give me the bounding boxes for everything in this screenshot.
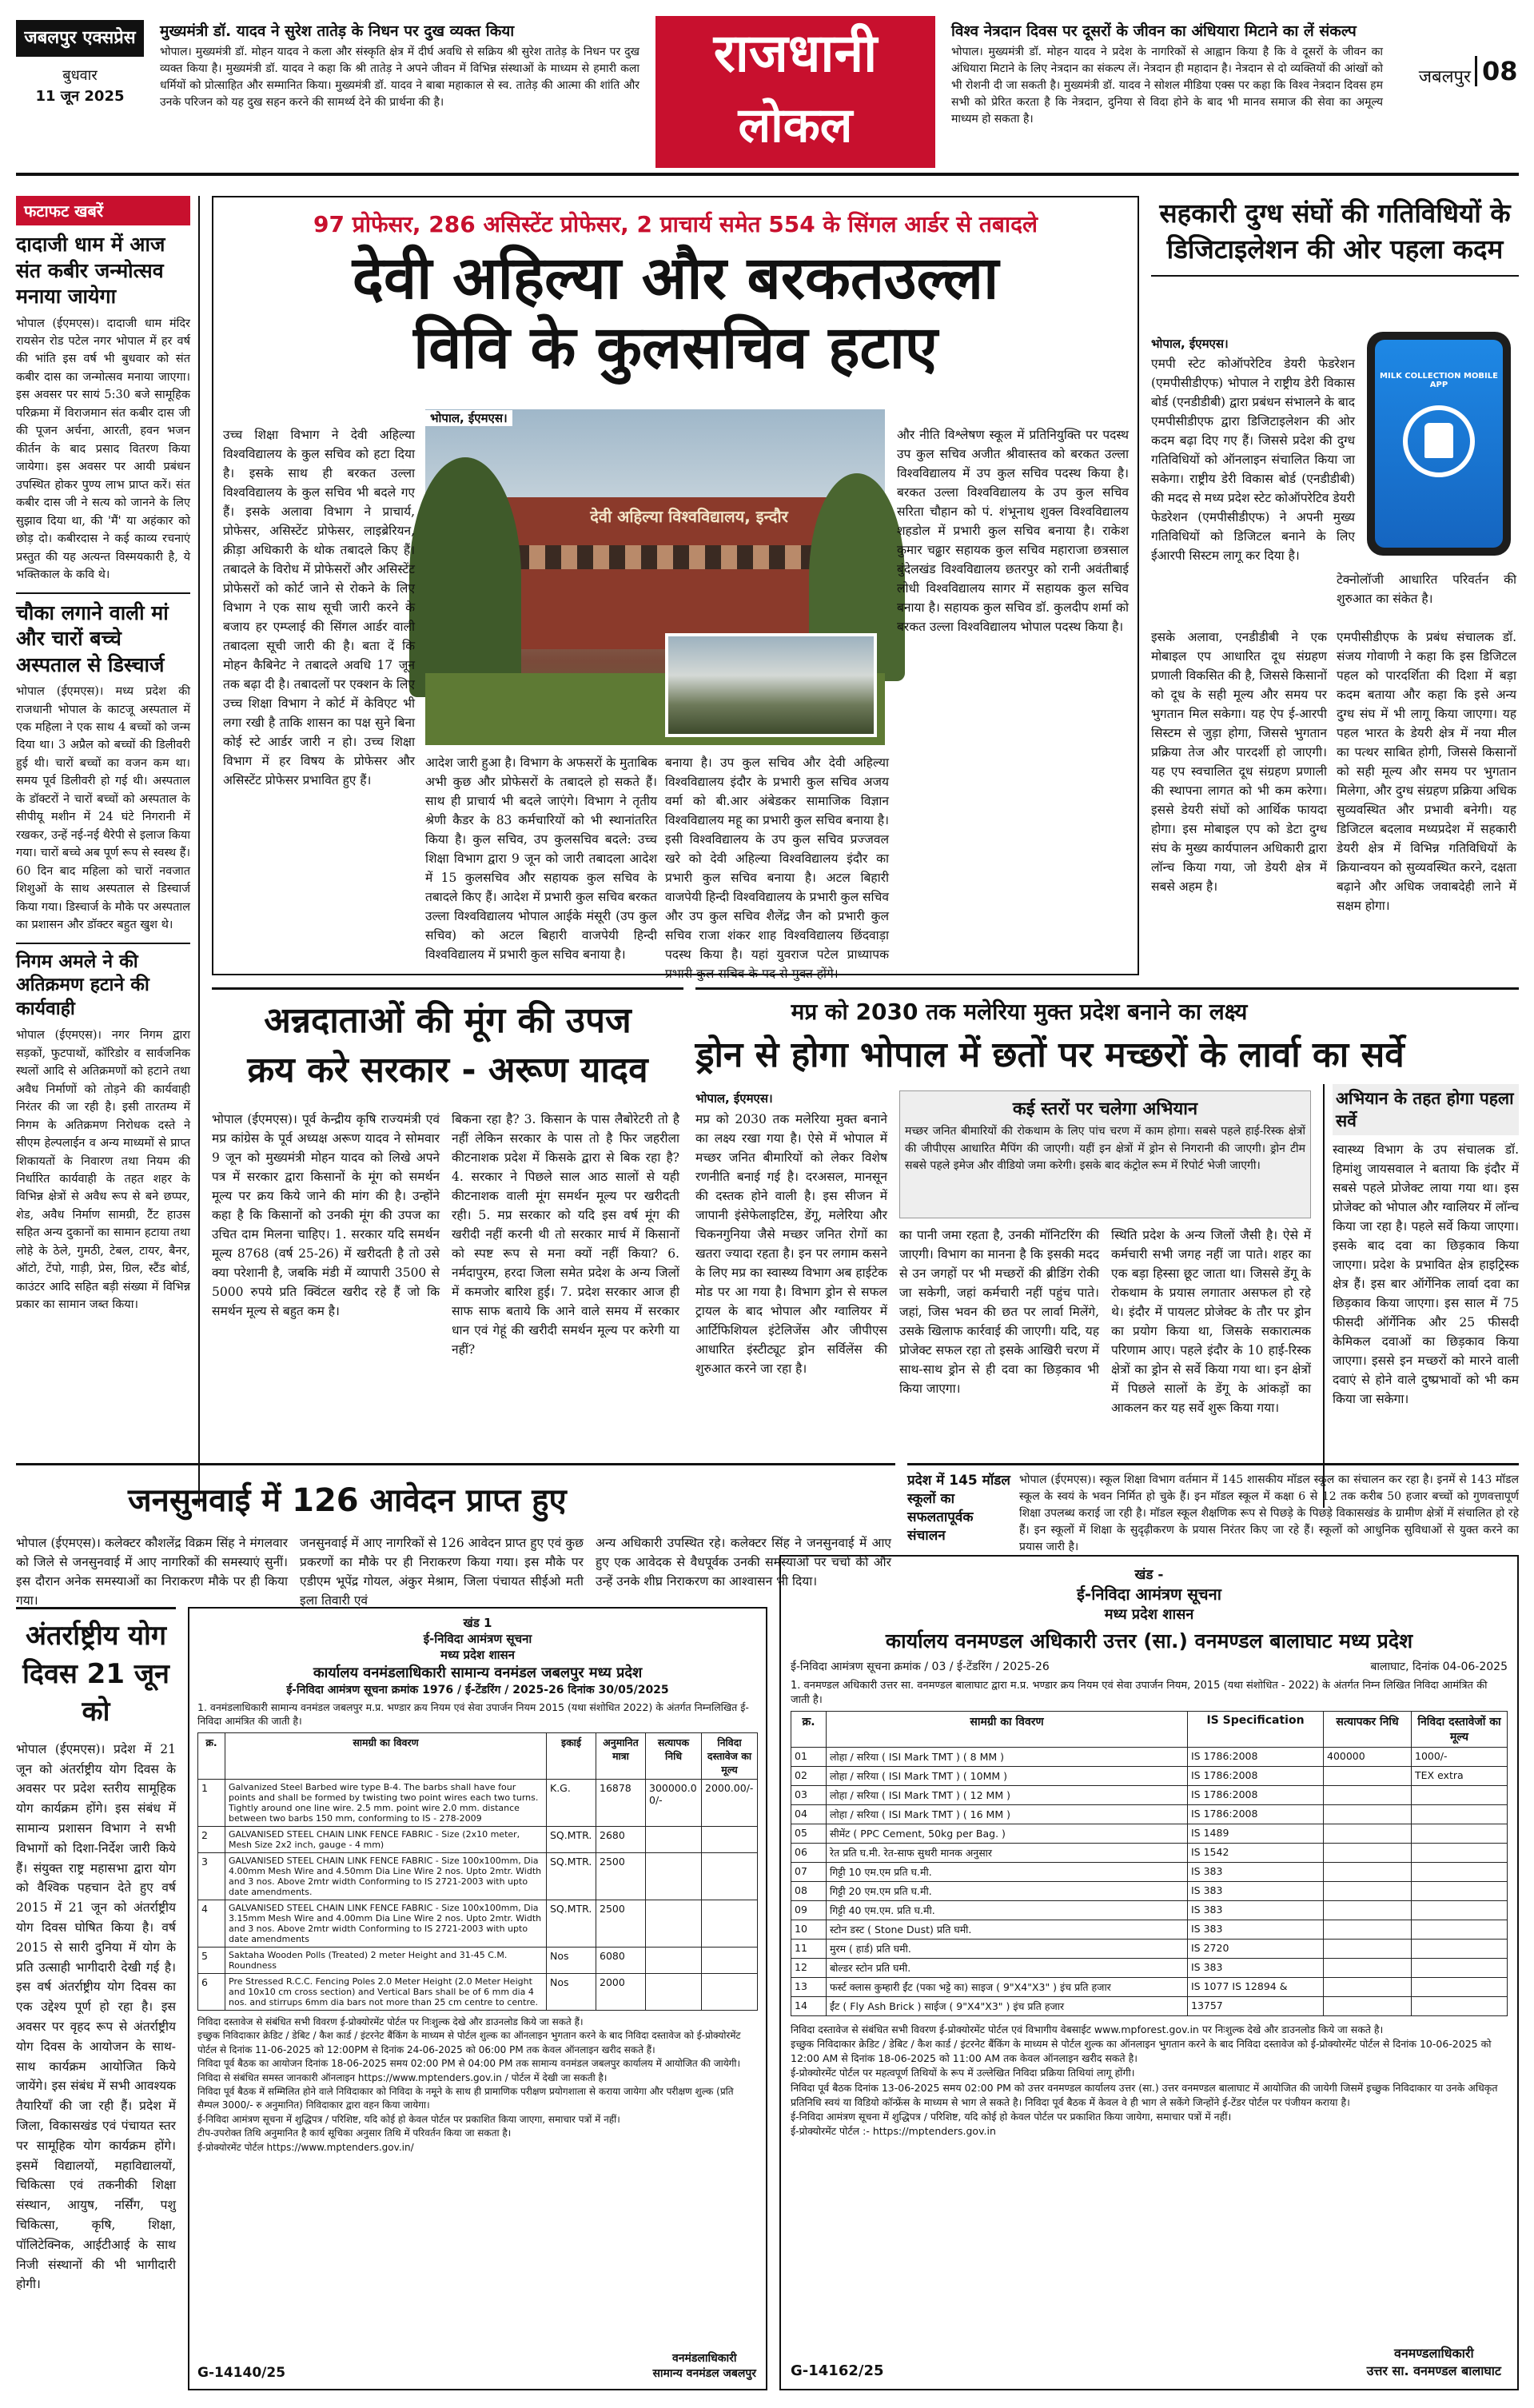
table-cell: 6 — [198, 1974, 225, 2011]
table-cell — [1412, 1882, 1508, 1901]
jansunwai-story — [16, 1463, 895, 1609]
tender2-note: निविदा पूर्व बैठक दिनांक 13-06-2025 समय 02:00 PM को उत्तर वनमण्डल कार्यालय उत्तर (सा.) उत्तर वनमण्डल बालाघाट में आयोजित की जायेगी जिसमें इच्छुक निविदाकार या उनके अधिकृत प्रतिनिधि स्वयं या विडियो कॉन्फ्रेंस के माध्यम से भाग ले सकते है। निविदा पूर्व बैठक में केवल वे ही भाग ले सकेंगे जिन्होंने ई-टेंडर पोर्टल पर पंजीयन कराया है। — [791, 2081, 1498, 2108]
masthead-right-title: विश्व नेत्रदान दिवस पर दूसरों के जीवन का अंधियारा मिटाने का लें संकल्प — [951, 22, 1357, 40]
table-cell: 13 — [791, 1978, 827, 1997]
table-cell — [702, 1853, 758, 1900]
campus-inset-photo — [665, 633, 877, 737]
table-cell: Saktaha Wooden Polls (Treated) 2 meter Height and 31-45 C.M. Roundness — [225, 1948, 547, 1974]
table-cell: 5 — [198, 1948, 225, 1974]
table-cell — [1324, 1978, 1412, 1997]
table-header-cell: सत्यापकर निधि — [1324, 1712, 1412, 1748]
fatafat-item-body: भोपाल (ईएमएस)। नगर निगम द्वारा सड़कों, फुटपाथों, कॉरिडोर व सार्वजनिक स्थलों आदि से अतिक्रमणों को हटाने तथा अवैध निर्माणों को तोड़ने की कार्यवाही निरंतर की जा रही है। इसी तारतम्य में निगम के अतिक्रमण निरोधक दस्ते ने सीएम हेल्पलाईन व अन्य माध्यमों से प्राप्त शिकायतों के निवारण तथा नियम की निर्धारित कार्यवाही के तहत शहर के विभिन्न क्षेत्रों से अवैध रूप से बने छप्पर, शेड, अवैध निर्माण सामग्री, टैंट हाउस सहित अन्य दुकानों का सामान हटाया तथा लोहे के ठेले, गुमठी, टेबल, टायर, बैनर, ऑटो, टेंपो, गाड़ी, प्रेस, ग्रिल, स्टैंड बोर्ड, काउंटर आदि सहित बड़ी संख्या में विभिन्न प्रकार का सामान जब्त किया। — [16, 1029, 190, 1312]
malaria-box-title: कई स्तरों पर चलेगा अभियान — [1012, 1099, 1198, 1119]
tender1-govt: मध्य प्रदेश शासन — [440, 1648, 515, 1662]
table-cell: 11 — [791, 1940, 827, 1959]
table-cell: IS 1542 — [1188, 1844, 1324, 1863]
lead-kicker: 97 प्रोफेसर, 286 असिस्टेंट प्रोफेसर, 2 प्राचार्य समेत 554 के सिंगल आर्डर से तबादले — [313, 211, 1038, 237]
milk-can-icon — [1403, 405, 1475, 477]
table-cell: 01 — [791, 1748, 827, 1767]
dairy-body-top: एमपी स्टेट कोऑपरेटिव डेयरी फेडरेशन (एमपीसीडीएफ) भोपाल ने राष्ट्रीय डेरी विकास बोर्ड (एनडीडीबी) द्वारा प्रबंधन संभालने के बाद एमपीसीडीएफ द्वारा डिजिटाइलेशन की ओर कदम बढ़ा दिए गए हैं। जिससे प्रदेश की दुग्ध गतिविधियों को ऑनलाइन संचालित किया जा सकेगा। राष्ट्रीय डेरी विकास बोर्ड (एनडीडीबी) की मदद से मध्य प्रदेश स्टेट कोऑपरेटिव डेयरी फेडरेशन (एमपीसीडीएफ) ने अपनी मुख्य गतिविधियों को डिजिटल बनाने के लिए ईआरपी सिस्टम लागू कर दिया है। — [1151, 357, 1355, 564]
section-title-line2: लोकल — [738, 98, 853, 153]
section-title-line1: राजधानी — [713, 22, 878, 84]
table-row — [198, 1780, 758, 1827]
table-cell — [646, 1853, 702, 1900]
mobile-phone — [1367, 332, 1511, 556]
table-row — [791, 1748, 1508, 1767]
table-row — [198, 1974, 758, 2011]
table-cell — [1412, 1940, 1508, 1959]
table-cell: लोहा / सरिया ( ISI Mark TMT ) ( 10MM ) — [827, 1767, 1188, 1786]
fatafat-item — [16, 943, 190, 1314]
table-header-cell: सामग्री का विवरण — [827, 1712, 1188, 1748]
table-cell — [1324, 1767, 1412, 1786]
table-cell — [1324, 1997, 1412, 2016]
table-row — [791, 1882, 1508, 1901]
tender1-note: टीप-उपरोक्त तिथि अनुमानित है कार्य सूचिका अनुसार तिथि में परिवर्तन किया जा सकता है। — [197, 2127, 512, 2139]
table-cell: Nos — [547, 1974, 596, 2011]
table-cell: गिट्टी 10 एम.एम प्रति घ.मी. — [827, 1863, 1188, 1882]
table-cell — [702, 1948, 758, 1974]
table-row — [791, 1805, 1508, 1824]
yoga-story — [16, 1607, 176, 2390]
moong-column-2: बिकना रहा है? 3. किसान के पास लैबोरेटरी तो है नहीं लेकिन सरकार के पास तो है फिर जहरीला कीटनाशक प्रदेश में किसके द्वारा से बिक रहा है? 4. सरकार ने पिछले साल आठ सालों से यही कीटनाशक वाली मूंग समर्थन मूल्य पर खरीदती रही। 5. मप्र सरकार को यदि इस वर्ष मूंग की खरीदी नहीं करनी थी तो सरकार मार्च में किसानों को स्पष्ट रूप से मना क्यों नहीं किया? 6. नर्मदापुरम, हरदा जिला समेत प्रदेश के अन्य जिलों में कमजोर बारिश हुई। 7. प्रदेश सरकार आज ही साफ साफ बताये कि आने वाले समय में सरकार धान एवं गेहूं की खरीदी समर्थन मूल्य पर करेगी या नहीं? — [452, 1112, 679, 1357]
lead-column-1: उच्च शिक्षा विभाग ने देवी अहिल्या विश्वविद्यालय के कुल सचिव को हटा दिया है। इसके साथ ही बरकत उल्ला विश्वविद्यालय के कुल सचिव भी बदले गए हैं। इसके अलावा विभाग ने प्राचार्य, प्रोफेसर, असिस्टेंट प्रोफेसर, लाइब्रेरियन, क्रीड़ा अधिकारी के थोक तबादले किए हैं। तबादले के विरोध में प्रोफेसरों और असिस्टेंट प्रोफेसरों को कोर्ट जाने से रोकने के लिए विभाग ने एक साथ सूची जारी करने के बजाय हर एम्प्लाई की सिंगल आर्डर वाली तबादला सूची जारी की है। बता दें कि मोहन कैबिनेट ने तबादले अवधि 17 जून तक बढ़ा दी है। तबादलों पर एक्शन के लिए उच्च शिक्षा विभाग ने कोर्ट में केविएट भी लगा रखी है ताकि शासन का पक्ष सुने बिना कोई स्टे आर्डर जारी न हो। उच्च शिक्षा विभाग में हर विषय के प्रोफेसर और असिस्टेंट प्रोफेसर प्रभावित हुए हैं। — [223, 428, 415, 788]
tender1-note: निविदा पूर्व बैठक का आयोजन दिनांक 18-06-2025 समय 02:00 PM से 04:00 PM तक सामान्य वनमंडल जबलपुर कार्यालय में आयोजित की जायेगी। — [197, 2058, 741, 2070]
table-cell: लोहा / सरिया ( ISI Mark TMT ) ( 16 MM ) — [827, 1805, 1188, 1824]
table-cell: गिट्टी 20 एम.एम प्रति घ.मी. — [827, 1882, 1188, 1901]
masthead-left-body: भोपाल। मुख्यमंत्री डॉ. मोहन यादव ने कला और संस्कृति क्षेत्र में दीर्घ अवधि से सक्रिय श्री सुरेश तातेड़ के निधन पर दुख व्यक्त किया है। मुख्यमंत्री डॉ. यादव ने कहा कि श्री तातेड़ ने अपने जीवन में विभिन्न संस्थाओं के माध्यम से हमारी कला धर्मियों को प्रोत्साहित और सम्मानित किया। मुख्यमंत्री डॉ. यादव ने बाबा महाकाल से स्व. तातेड़ की आत्मा की शांति और उनके परिजन को यह दुख सहन करने की सामर्थ्य देने की प्रार्थना की है। — [160, 46, 639, 109]
masthead — [16, 16, 1519, 176]
tree-left — [409, 457, 521, 697]
table-cell — [646, 1900, 702, 1948]
tender1-note: इच्छुक निविदाकार क्रेडिट / डेबिट / कैश कार्ड / इंटरनेट बैंकिंग के माध्यम से पोर्टल शुल्क का ऑनलाइन भुगतान करने के बाद निविदा दस्तावेज को ई-प्रोक्योरमेंट पोर्टल से दिनांक 11-06-2025 को 12:00PM से दिनांक 24-06-2025 को 06:00 PM तक केवल ऑनलाइन खरीद सकते हैं। — [197, 2030, 741, 2055]
tender2-section: खंड - — [1134, 1567, 1164, 1583]
tender2-ref-right: बालाघाट, दिनांक 04-06-2025 — [1370, 1660, 1508, 1673]
tender2-note: निविदा दस्तावेज से संबंधित सभी विवरण ई-प्रोक्योरमेंट पोर्टल एवं विभागीय वेबसाईट www.mpforest.gov.in पर निःशुल्क देखे और डाउनलोड किये जा सकते है। — [791, 2023, 1384, 2035]
dairy-body-right: एमपीसीडीएफ के प्रबंध संचालक डॉ. संजय गोवाणी ने कहा कि इस डिजिटल पहल को पारदर्शिता की दिशा में बड़ा कदम बताया और कहा कि इसे अन्य दुग्ध संघ में भी लागू किया जाएगा। यह पहल भारत के डेयरी क्षेत्र में नया मील का पत्थर साबित होगी, जिससे किसानों को सही मूल्य और समय पर भुगतान मिलेगा, और दुग्ध संग्रहण प्रक्रिया अधिक सुव्यवस्थित और प्रभावी बनेगी। यह डिजिटल बदलाव मध्यप्रदेश में सहकारी डेयरी क्षेत्र में विभिन्न गतिविधियों के क्रियान्वयन को सुव्यवस्थित करने, दक्षता बढ़ाने और अधिक जवाबदेही लाने में सक्षम होगा। — [1337, 630, 1516, 914]
table-cell: IS 383 — [1188, 1959, 1324, 1978]
fatafat-item-title: दादाजी धाम में आज संत कबीर जन्मोत्सव मनाया जायेगा — [16, 233, 165, 308]
table-cell: 3 — [198, 1853, 225, 1900]
table-row — [198, 1827, 758, 1853]
table-cell: स्टोन डस्ट ( Stone Dust) प्रति घमी. — [827, 1920, 1188, 1940]
malaria-story — [695, 987, 1519, 1507]
tender1-note: निविदा पूर्व बैठक में सम्मिलित होने वाले निविदाकार को निविदा के नमूने के साथ ही प्रामाणिक परीक्षण प्रयोगशाला से कराया जायेगा और परीक्षण शुल्क (प्रति सैम्पल 3000/- रु अनुमानित) निविदाकार द्वारा वहन किया जायेगा। — [197, 2085, 734, 2111]
fatafat-item-title: निगम अमले ने की अतिक्रमण हटाने की कार्यवाही — [16, 951, 149, 1020]
tender-notice-jabalpur — [188, 1607, 767, 2390]
moong-story — [212, 987, 683, 1451]
dairy-dateline: भोपाल, ईएमएस। — [1151, 337, 1229, 351]
page-number: 08 — [1475, 56, 1519, 86]
lead-column-3: बनाया है। उप कुल सचिव और देवी अहिल्या विश्वविद्यालय इंदौर के प्रभारी कुल सचिव अजय वर्मा को बी.आर अंबेडकर सामाजिक विज्ञान विश्वविद्यालय महू का प्रभारी कुल सचिव बनाया है। इसी विश्वविद्यालय के उप कुल सचिव प्रज्जवल खरे को देवी अहिल्या विश्वविद्यालय इंदौर का प्रभारी कुल सचिव बनाया है। अटल बिहारी वाजपेयी हिन्दी विश्वविद्यालय के प्रभारी कुल सचिव और उप कुल सचिव शैलेंद्र जैन को प्रभारी कुल सचिव राजा शंकर शाह विश्वविद्यालय छिंदवाड़ा पदस्थ किया है। यहां युवराज पटेल प्राध्यापक प्रभारी कुल सचिव के पद से मुक्त होंगे। — [665, 755, 889, 982]
malaria-side-title: अभियान के तहत होगा पहला सर्वे — [1333, 1084, 1519, 1135]
table-cell — [1412, 1978, 1508, 1997]
table-cell: GALVANISED STEEL CHAIN LINK FENCE FABRIC - Size 100x100mm, Dia 4.00mm Mesh Wire and 4.50mm Dia Line Wire 2 nos. Upto 2mtr. Width and 3 nos. Above 2mtr width Conforming to IS 2721-2003 with upto date amendments. — [225, 1853, 547, 1900]
table-cell: 16878 — [596, 1780, 646, 1827]
malaria-kicker: मप्र को 2030 तक मलेरिया मुक्त प्रदेश बनाने का लक्ष्य — [791, 999, 1248, 1025]
table-header-row — [791, 1712, 1508, 1748]
university-building-photo — [425, 409, 885, 745]
tender2-signature-office: उत्तर सा. वनमण्डल बालाघाट — [1366, 2363, 1501, 2378]
fatafat-item — [16, 592, 190, 935]
table-cell: 03 — [791, 1786, 827, 1805]
malaria-column-3: स्थिति प्रदेश के अन्य जिलों जैसी है। ऐसे में कर्मचारी सभी जगह नहीं जा पाते। शहर का एक बड़ा हिस्सा छूट जाता था। जिससे डेंगू के रोकथाम के प्रयास लगातार असफल हो रहे थे। इंदौर में पायलट प्रोजेक्ट के तौर पर ड्रोन का प्रयोग किया था, जिसके सकारात्मक परिणाम आए। पहले इंदौर के 10 हाई-रिस्क क्षेत्रों का ड्रोन से सर्वे किया गया था। इन क्षेत्रों में पिछले सालों के डेंगू के आंकड़ों का आकलन कर यह सर्वे शुरू किया गया। — [1111, 1228, 1311, 1416]
tender1-signature — [652, 2350, 756, 2381]
table-row — [791, 1844, 1508, 1863]
tender1-ref: ई-निविदा आमंत्रण सूचना क्रमांक 1976 / ई-टेंडरिंग / 2025-26 दिनांक 30/05/2025 — [286, 1684, 669, 1696]
table-cell: ईंट ( Fly Ash Brick ) साईज ( 9"X4"X3" ) इंच प्रति हजार — [827, 1997, 1188, 2016]
tender2-signature — [1367, 2344, 1501, 2379]
table-cell: बोल्डर स्टोन प्रति घमी. — [827, 1959, 1188, 1978]
table-cell — [1412, 1844, 1508, 1863]
tender1-signature-office: सामान्य वनमंडल जबलपुर — [652, 2367, 756, 2380]
table-row — [198, 1948, 758, 1974]
table-cell: 04 — [791, 1805, 827, 1824]
table-cell: 05 — [791, 1824, 827, 1844]
table-cell: सीमेंट ( PPC Cement, 50kg per Bag. ) — [827, 1824, 1188, 1844]
table-cell: IS 1077 IS 12894 & — [1188, 1978, 1324, 1997]
table-cell: IS 1786:2008 — [1188, 1767, 1324, 1786]
table-cell: IS 1489 — [1188, 1824, 1324, 1844]
table-cell: SQ.MTR. — [547, 1827, 596, 1853]
table-cell — [1412, 1863, 1508, 1882]
tender1-signature-title: वनमंडलाधिकारी — [671, 2352, 737, 2365]
tender1-code: G-14140/25 — [197, 2365, 286, 2381]
table-row — [791, 1786, 1508, 1805]
fatafat-item-title: चौका लगाने वाली मां और चारों बच्चे अस्पताल से डिस्चार्ज — [16, 600, 169, 676]
table-cell: 6080 — [596, 1948, 646, 1974]
table-cell: 2000.00/- — [702, 1780, 758, 1827]
table-cell — [1324, 1863, 1412, 1882]
malaria-box — [899, 1090, 1311, 1218]
jansunwai-headline: जनसुनवाई में 126 आवेदन प्राप्त हुए — [128, 1482, 567, 1519]
lead-dateline: भोपाल, ईएमएस। — [425, 410, 512, 426]
table-cell — [702, 1900, 758, 1948]
table-cell: 2 — [198, 1827, 225, 1853]
jansunwai-column-2: जनसुनवाई में आए नागरिकों से 126 आवेदन प्राप्त हुए एवं कुछ प्रकरणों का मौके पर ही निराकरण किया गया। इस मौके पर एडीएम भूपेंद्र गोयल, अंकुर मेश्राम, जिला पंचायत सीईओ मती इला तिवारी एवं — [300, 1536, 584, 1609]
table-cell: 02 — [791, 1767, 827, 1786]
phone-screen — [1375, 340, 1503, 548]
table-cell — [1412, 1901, 1508, 1920]
table-cell: IS 1786:2008 — [1188, 1748, 1324, 1767]
table-row — [791, 1959, 1508, 1978]
table-cell: गिट्टी 40 एम.एम. प्रति घ.मी. — [827, 1901, 1188, 1920]
tender1-title: ई-निविदा आमंत्रण सूचना — [423, 1632, 532, 1646]
table-cell — [1324, 1805, 1412, 1824]
table-row — [198, 1900, 758, 1948]
tender2-title: ई-निविदा आमंत्रण सूचना — [1077, 1585, 1221, 1604]
table-cell — [1324, 1824, 1412, 1844]
lead-story — [212, 196, 1139, 982]
tender2-intro: 1. वनमण्डल अधिकारी उत्तर सा. वनमण्डल बालाघाट द्वारा म.प्र. भण्डार क्रय नियम एवं सेवा उपार्जन नियम, 2015 (यथा संशोधित - 2022) के अंतर्गत निम्न लिखित निविदा आमंत्रित की जाती है। — [791, 1680, 1488, 1706]
table-cell: 2000 — [596, 1974, 646, 2011]
lead-column-4: और नीति विश्लेषण स्कूल में प्रतिनियुक्ति पर पदस्थ उप कुल सचिव अजीत श्रीवास्तव को बरकत उल्ला विश्वविद्यालय में उप कुल सचिव पदस्थ किया है। बरकत उल्ला विश्वविद्यालय के उप कुल सचिव सरिता चौहान को पं. शंभूनाथ शुक्ल विश्वविद्यालय शहडोल में प्रभारी कुल सचिव बनाया है। राकेश कुमार चढ्ढार सहायक कुल सचिव महाराजा छत्रसाल बुंदेलखंड विश्वविद्यालय छतरपुर को रानी अवंतीबाई लोधी विश्वविद्यालय सागर में सहायक कुल सचिव बनाया है। सहायक कुल सचिव डॉ. कुलदीप शर्मा को बरकत उल्ला विश्वविद्यालय भोपाल पदस्थ किया है। — [897, 428, 1129, 635]
table-cell: 2500 — [596, 1853, 646, 1900]
table-header-cell: क्र. — [791, 1712, 827, 1748]
table-cell — [1324, 1920, 1412, 1940]
masthead-right-story — [951, 20, 1383, 168]
table-cell: IS 1786:2008 — [1188, 1805, 1324, 1824]
malaria-side-body: स्वास्थ्य विभाग के उप संचालक डॉ. हिमांशु जायसवाल ने बताया कि इंदौर में सबसे पहले प्रोजेक्ट लाया गया था। इस प्रोजेक्ट को भोपाल और ग्वालियर में लॉन्च किया जा रहा है। पहले सर्वे किया जाएगा। इसके बाद दवा का छिड़काव किया जाएगा। प्रदेश के प्रभावित क्षेत्र हाइट्रिस्क क्षेत्र हैं। इस बार ऑर्गेनिक लार्वा दवा का छिड़काव किया जाएगा। इस साल में 75 फीसदी ऑर्गेनिक और 25 फीसदी केमिकल दवाओं का छिड़काव किया जाएगा। इससे इन मच्छरों को मारने वाली दवाएं से होने वाले दुष्प्रभावों को भी कम किया जा सकेगा। — [1333, 1142, 1519, 1407]
table-row — [791, 1901, 1508, 1920]
masthead-day: बुधवार — [62, 67, 98, 84]
tender2-ref-row — [791, 1659, 1508, 1674]
yoga-body: भोपाल (ईएमएस)। प्रदेश में 21 जून को अंतर्राष्ट्रीय योग दिवस के अवसर पर प्रदेश स्तरीय सामूहिक योग कार्यक्रम होंगे। इस संबंध में सामान्य प्रशासन विभाग ने सभी विभागों को दिशा-निर्देश जारी किये हैं। संयुक्त राष्ट्र महासभा द्वारा योग को वैश्विक पहचान देते हुए वर्ष 2015 में 21 जून को अंतर्राष्ट्रीय योग दिवस घोषित किया है। वर्ष 2015 से सारी दुनिया में योग के प्रति उत्साही भागीदारी देखी गई है। इस वर्ष अंतर्राष्ट्रीय योग दिवस का एक उद्देश्य पूर्ण हो रहा है। इस अवसर पर वृहद रूप से अंतर्राष्ट्रीय योग दिवस के आयोजन के साथ-साथ कार्यक्रम आयोजित किये जायेंगे। इस संबंध में सभी आवश्यक तैयारियाँ की जा रही हैं। प्रदेश में जिला, विकासखंड एवं पंचायत स्तर पर सामूहिक योग कार्यक्रम होंगे। इसमें विद्यालयों, महाविद्यालयों, चिकित्सा एवं तकनीकी शिक्षा संस्थान, आयुष, नर्सिंग, पशु चिकित्सा, कृषि, शिक्षा, पॉलिटेक्निक, आईटीआई के साथ निजी संस्थानों की भी भागीदारी होगी। — [16, 1741, 176, 2292]
lead-column-2: आदेश जारी हुआ है। विभाग के अफसरों के मुताबिक अभी कुछ और प्रोफेसरों के तबादले हो सकते हैं। साथ ही प्राचार्य भी बदले जाएंगे। विभाग ने तृतीय श्रेणी कैडर के 83 कर्मचारियों को भी स्थानांतरित किया है। कुल सचिव, उप कुलसचिव बदले: उच्च शिक्षा विभाग द्वारा 9 जून को जारी तबादला आदेश में 15 कुलसचिव और सहायक कुल सचिव के तबादले किए हैं। आदेश में प्रभारी कुल सचिव बरकत उल्ला विश्वविद्यालय भोपाल आईके मंसूरी (उप कुल सचिव) को अटल बिहारी वाजपेयी हिन्दी विश्वविद्यालय में प्रभारी कुल सचिव बनाया है। — [425, 755, 657, 963]
table-row — [791, 1997, 1508, 2016]
yoga-headline: अंतर्राष्ट्रीय योग दिवस 21 जून को — [22, 1620, 169, 1728]
masthead-left-title: मुख्यमंत्री डॉ. यादव ने सुरेश तातेड़ के निधन पर दुख व्यक्त किया — [160, 22, 515, 40]
table-cell — [1324, 1959, 1412, 1978]
tender1-table — [197, 1732, 758, 2011]
jansunwai-column-1: भोपाल (ईएमएस)। कलेक्टर कौशलेंद्र विक्रम सिंह ने मंगलवार को जिले से जनसुनवाई में आए नागरिकों की समस्याएं सुनीं। इस दौरान अनेक समस्याओं का निराकरण मौके पर ही किया गया। — [16, 1536, 288, 1609]
building-window-band — [513, 545, 833, 569]
dairy-body-bottom: इसके अलावा, एनडीडीबी ने एक मोबाइल एप आधारित दूध संग्रहण प्रणाली विकसित की है, जिससे किसानों को दूध के सही मूल्य और समय पर भुगतान मिल सकेगा। यह ऐप ई-आरपी सिस्टम से जुड़ा होगा, जिससे भुगतान प्रक्रिया तेज और पारदर्शी हो जाएगी। यह एप स्वचालित दूध संग्रहण प्रणाली की स्थापना लागत को भी कम करेगा। इससे डेयरी संघों को आर्थिक फायदा होगा। इस मोबाइल एप को डेटा दुग्ध संघ के मुख्य कार्यपालन अधिकारी द्वारा लॉन्च किया गया, जो डेयरी क्षेत्र में सबसे अहम है। — [1151, 630, 1327, 895]
table-cell: 13757 — [1188, 1997, 1324, 2016]
table-cell — [1412, 1824, 1508, 1844]
table-cell: 4 — [198, 1900, 225, 1948]
malaria-column-2: का पानी जमा रहता है, उनकी मॉनिटरिंग की जाएगी। विभाग का मानना है कि इसकी मदद से उन जगहों पर भी मच्छरों की ब्रीडिंग रोकी जा सकेगी, जहां कर्मचारी नहीं पहुंच पाते। जहां, जिस भवन की छत पर लार्वा मिलेंगे, उसके खिलाफ कार्रवाई की जाएगी। यदि, यह प्रोजेक्ट सफल रहा तो इसके आखिरी चरण में साथ-साथ ड्रोन से ही दवा का छिड़काव भी किया जाएगा। — [899, 1228, 1099, 1397]
tender2-govt: मध्य प्रदेश शासन — [1104, 1606, 1194, 1623]
tender2-code: G-14162/25 — [791, 2362, 884, 2379]
table-cell — [1324, 1882, 1412, 1901]
table-header-cell: क्र. — [198, 1733, 225, 1780]
table-cell: 09 — [791, 1901, 827, 1920]
tender2-note: ई-प्रोक्योरमेंट पोर्टल पर महत्वपूर्ण तिथियों के रूप में उल्लेखित निविदा प्रक्रिया तिथियां लागू होंगी। — [791, 2067, 1135, 2079]
moong-headline-line2: क्रय करे सरकार - अरूण यादव — [247, 1049, 648, 1090]
table-cell: 06 — [791, 1844, 827, 1863]
table-cell: 1 — [198, 1780, 225, 1827]
tender1-section: खंड 1 — [463, 1616, 492, 1630]
masthead-city: जबलपुर — [1418, 67, 1471, 87]
table-header-cell: IS Specification — [1188, 1712, 1324, 1748]
table-cell — [646, 1974, 702, 2011]
masthead-date: 11 जून 2025 — [35, 88, 125, 105]
app-name: MILK COLLECTION MOBILE APP — [1380, 372, 1498, 389]
tender1-office: कार्यालय वनमंडलाधिकारी सामान्य वनमंडल जबलपुर मध्य प्रदेश — [313, 1664, 643, 1681]
table-header-row — [198, 1733, 758, 1780]
table-cell: GALVANISED STEEL CHAIN LINK FENCE FABRIC - Size (2x10 meter, Mesh Size 2x2 inch, gauge - 4 mm) — [225, 1827, 547, 1853]
school-headline: प्रदेश में 145 मॉडल स्कूलों का सफलतापूर्वक संचालन — [907, 1473, 1010, 1544]
tender2-notes — [791, 2023, 1508, 2139]
table-cell: IS 383 — [1188, 1863, 1324, 1882]
moong-column-1: भोपाल (ईएमएस)। पूर्व केन्द्रीय कृषि राज्यमंत्री एवं मप्र कांग्रेस के पूर्व अध्यक्ष अरूण यादव ने सोमवार 9 जून को मुख्यमंत्री मोहन यादव को लिखे अपने पत्र में सरकार द्वारा किसानों के मूंग को समर्थन मूल्य पर क्रय किये जाने की मांग की है। उन्होंने कहा है कि किसानों को उनकी मूंग की उपज का उचित दाम मिलना चाहिए। 1. सरकार यदि समर्थन मूल्य 8768 (वर्ष 25-26) में खरीदती है तो उसे क्या परेशानी है, जबकि मंडी में व्यापारी 3500 से 5000 रुपये प्रति क्विंटल खरीद रहे हैं जो कि समर्थन मूल्य से बहुत कम है। — [212, 1112, 440, 1319]
tender1-note: ई-प्रोक्योरमेंट पोर्टल https://www.mptenders.gov.in/ — [197, 2141, 414, 2153]
table-cell: 300000.0 0/- — [646, 1780, 702, 1827]
tender1-intro: 1. वनमंडलाधिकारी सामान्य वनमंडल जबलपुर म.प्र. भण्डार क्रय नियम एवं सेवा उपार्जन नियम 2015 (यथा संशोधित 2022) के अंतर्गत निम्नलिखित ई-निविदा आमंत्रित की जाती है। — [197, 1701, 749, 1727]
table-header-cell: निविदा दस्तावेज का मूल्य — [702, 1733, 758, 1780]
malaria-side-box — [1323, 1084, 1519, 1508]
table-cell: 14 — [791, 1997, 827, 2016]
table-cell: SQ.MTR. — [547, 1900, 596, 1948]
table-cell — [1324, 1940, 1412, 1959]
table-cell: मुरम ( हार्ड) प्रति घमी. — [827, 1940, 1188, 1959]
tender1-notes — [197, 2015, 758, 2155]
table-cell — [1324, 1901, 1412, 1920]
table-cell: IS 383 — [1188, 1882, 1324, 1901]
dairy-headline: सहकारी दुग्ध संघों की गतिविधियों के डिजिटाइलेशन की ओर पहला कदम — [1151, 196, 1519, 277]
tender1-note: निविदा से संबंधित समस्त जानकारी ऑनलाइन https://www.mptenders.gov.in / पोर्टल में देखी जा सकती है। — [197, 2071, 608, 2083]
table-cell: 12 — [791, 1959, 827, 1978]
malaria-headline: ड्रोन से होगा भोपाल में छतों पर मच्छरों के लार्वा का सर्वे — [695, 1035, 1405, 1075]
masthead-right-body: भोपाल। मुख्यमंत्री डॉ. मोहन यादव ने प्रदेश के नागरिकों से आह्वान किया है कि वे दूसरों के जीवन का अंधियारा मिटाने के लिए नेत्रदान का संकल्प लें। नेत्रदान ही महादान है। नेत्रदान से दो व्यक्तियों की आंखों को भी रोशनी दी जा सकती है। मुख्यमंत्री डॉ. यादव ने सोशल मीडिया एक्स पर कहा कि विश्व नेत्रदान दिवस हम सभी को प्रेरित करता है कि नेत्रदान, दुनिया से विदा होने के बाद भी मानव समाज की सेवा का अमूल्य माध्यम हो सकता है। — [951, 46, 1383, 126]
table-cell: Pre Stressed R.C.C. Fencing Poles 2.0 Meter Height (2.0 Meter Height and 10x10 cm cross section) and Vertical Bars shall be of 6 mm dia 4 nos. and stirrups 6mm dia bars not more than 25 cm centre to centre. — [225, 1974, 547, 2011]
table-cell: IS 1786:2008 — [1188, 1786, 1324, 1805]
malaria-box-body: मच्छर जनित बीमारियों की रोकथाम के लिए पांच चरण में काम होगा। सबसे पहले हाई-रिस्क क्षेत्रों की जीपीएस आधारित मैपिंग की जाएगी। यहीं इन क्षेत्रों में ड्रोन से निगरानी की जाएगी। ड्रोन टीम सबसे पहले इमेज और वीडियो जमा करेगी। इसके बाद कंट्रोल रूम में रिपोर्ट भेजी जाएगी। — [905, 1125, 1305, 1173]
photo-building-sign: देवी अहिल्या विश्वविद्यालय, इन्दौर — [590, 507, 788, 526]
tender2-note: ई-प्रोक्योरमेंट पोर्टल :- https://mptenders.gov.in — [791, 2124, 996, 2137]
fatafat-item — [16, 232, 190, 584]
table-cell: रेत प्रति घ.मी. रेत-साफ सुथरी मानक अनुसार — [827, 1844, 1188, 1863]
malaria-column-1: मप्र को 2030 तक मलेरिया मुक्त बनाने का लक्ष्य रखा गया है। ऐसे में भोपाल में मच्छर जनित बीमारियों को लेकर विशेष रणनीति बनाई गई है। दरअसल, मानसून की दस्तक होने वाली है। इस सीजन में जापानी इंसेफेलाइटिस, डेंगू, मलेरिया और चिकनगुनिया जैसे मच्छर जनित रोगों का खतरा ज्यादा रहता है। इन पर लगाम कसने के लिए मप्र का स्वास्थ्य विभाग अब हाईटेक मोड पर आ गया है। विभाग ड्रोन से सफल ट्रायल के बाद भोपाल और ग्वालियर में आर्टिफिशियल इंटेलिजेंस और जीपीएस आधारित इंस्टीट्यूट ड्रोन सर्विलेंस की शुरुआत करने जा रहा है। — [695, 1112, 887, 1377]
table-header-cell: सामग्री का विवरण — [225, 1733, 547, 1780]
table-cell: 2680 — [596, 1827, 646, 1853]
table-cell: IS 383 — [1188, 1920, 1324, 1940]
tender2-ref-left: ई-निविदा आमंत्रण सूचना क्रमांक / 03 / ई-टेंडरिंग / 2025-26 — [791, 1660, 1050, 1673]
table-cell — [702, 1974, 758, 2011]
table-cell — [702, 1827, 758, 1853]
table-cell: लोहा / सरिया ( ISI Mark TMT ) ( 12 MM ) — [827, 1786, 1188, 1805]
school-body: भोपाल (ईएमएस)। स्कूल शिक्षा विभाग वर्तमान में 145 शासकीय मॉडल स्कूल का संचालन कर रहा है। इनमें से 143 मॉडल स्कूल के स्वयं के भवन निर्मित हो चुके हैं। इन मॉडल स्कूल में कक्षा 6 से 12 तक करीब 50 हजार बच्चों को गुणवत्तापूर्ण शिक्षा उपलब्ध कराई जा रही है। मॉडल स्कूल शैक्षणिक रूप से पिछड़े के पिछड़े विकासखंड के ग्रामीण क्षेत्रों में संचालित हो रहे हैं। इन स्कूलों में शिक्षा के सुदृढ़ीकरण के प्रयास निरंतर किए जा रहे हैं। स्कूलों को आधुनिक सुविधाओं से युक्त करने का प्रयास जारी है। — [1019, 1473, 1519, 1553]
table-cell: SQ.MTR. — [547, 1853, 596, 1900]
table-cell: लोहा / सरिया ( ISI Mark TMT ) ( 8 MM ) — [827, 1748, 1188, 1767]
fatafat-item-body: भोपाल (ईएमएस)। दादाजी धाम मंदिर रायसेन रोड पटेल नगर भोपाल में हर वर्ष की भांति इस वर्ष भी बुधवार को संत कबीर दास का जन्मोत्सव मनाया जाएगा। इस अवसर पर सायं 5:30 बजे सामूहिक परिक्रमा में विराजमान संत कबीर दास जी की पूजन अर्चना, आरती, हवन भजन कीर्तन के बाद प्रसाद वितरण किया जायेगा। इस अवसर पर आयी प्रबंधन उपस्थित होकर पुण्य लाभ प्राप्त करें। संत कबीर दास जी ने सत्य को जानने के लिए सुझाव दिया था, की 'मैं' या अहंकार को छोड़ दो। कबीरदास ने कई काव्य रचनाएं प्रस्तुत की यह अत्यन्त विस्मयकारी है, ये भक्तिकाल के कवि थे। — [16, 317, 190, 582]
paper-name: जबलपुर एक्सप्रेस — [16, 20, 144, 57]
table-cell — [1324, 1786, 1412, 1805]
table-cell: 1000/- — [1412, 1748, 1508, 1767]
table-header-cell: निविदा दस्तावेजों का मूल्य — [1412, 1712, 1508, 1748]
tender1-note: निविदा दस्तावेज से संबंधित सभी विवरण ई-प्रोक्योरमेंट पोर्टल पर निःशुल्क देखे और डाउनलोड किये जा सकते हैं। — [197, 2016, 584, 2027]
table-cell — [1412, 1997, 1508, 2016]
table-row — [791, 1824, 1508, 1844]
table-row — [198, 1853, 758, 1900]
malaria-dateline: भोपाल, ईएमएस। — [695, 1091, 773, 1106]
fatafat-item-body: भोपाल (ईएमएस)। मध्य प्रदेश की राजधानी भोपाल के काटजू अस्पताल में एक महिला ने एक साथ 4 बच्चों को जन्म दिया था। 3 अप्रैल को बच्चों की डिलीवरी हुई थी। चारों बच्चों का वजन कम था। समय पूर्व डिलीवरी हो गई थी। अस्पताल के डॉक्टरों ने चारों बच्चों को अस्पताल के सीपीयू मशीन में 24 घंटे निगरानी में रखकर, उन्हें नई-नई थैरेपी से इलाज किया गया। चारों बच्चे अब पूर्ण रूप से स्वस्थ हैं। 60 दिन बाद महिला को चारों नवजात शिशुओं के साथ अस्पताल से डिस्चार्ज किया गया। डिस्चार्ज के मौके पर अस्पताल का प्रशासन और डॉक्टर बहुत खुश थे। — [16, 685, 190, 932]
fatafat-label: फटाफट खबरें — [16, 196, 190, 225]
table-cell — [1324, 1844, 1412, 1863]
table-cell — [1412, 1920, 1508, 1940]
table-row — [791, 1940, 1508, 1959]
table-cell: 400000 — [1324, 1748, 1412, 1767]
table-cell — [1412, 1959, 1508, 1978]
table-cell: 08 — [791, 1882, 827, 1901]
table-cell — [1412, 1786, 1508, 1805]
table-cell — [1412, 1805, 1508, 1824]
fatafat-column — [16, 196, 200, 1507]
tender2-note: ई-निविदा आमंत्रण सूचना में शुद्धिपत्र / परिशिष्ट, यदि कोई हो केवल पोर्टल पर प्रकाशित किया जायेगा, समाचार पत्रों में नहीं। — [791, 2110, 1232, 2123]
table-row — [791, 1863, 1508, 1882]
table-cell: 07 — [791, 1863, 827, 1882]
table-cell: GALVANISED STEEL CHAIN LINK FENCE FABRIC - Size 100x100mm, Dia 3.15mm Mesh Wire and 4.00mm Dia Line Wire 2 nos. Upto 2mtr. Width and 3 nos. Above 2mtr width Conforming to IS 2721-2003 with upto date amendments — [225, 1900, 547, 1948]
jansunwai-column-3: अन्य अधिकारी उपस्थित रहे। कलेक्टर सिंह ने जनसुनवाई में आए हुए एक आवेदक से वैधपूर्वक उनकी समस्याओं पर चर्चा की और उन्हें उनके शीघ्र निराकरण का आश्वासन भी दिया। — [596, 1536, 891, 1589]
lead-headline-line1: देवी अहिल्या और बरकतउल्ला — [352, 244, 999, 313]
table-header-cell: इकाई — [547, 1733, 596, 1780]
dairy-body-right-top: टेक्नोलॉजी आधारित परिवर्तन की शुरुआत का संकेत है। — [1337, 572, 1516, 607]
table-row — [791, 1978, 1508, 1997]
tender2-note: इच्छुक निविदाकार क्रेडिट / डेबिट / कैश कार्ड / इंटरनेट बैंकिंग के माध्यम से पोर्टल शुल्क का ऑनलाइन भुगतान करने के बाद निविदा दस्तावेज को ई-प्रोक्योरमेंट पोर्टल से दिनांक 10-06-2025 को 12:00 AM से दिनांक 18-06-2025 को 11:00 AM तक केवल ऑनलाइन खरीद सकते है। — [791, 2038, 1492, 2065]
table-cell: फर्स्ट क्लास कुम्हारी ईंट (पका भट्टे का) साइज ( 9"X4"X3" ) इंच प्रति हजार — [827, 1978, 1188, 1997]
table-cell: 2500 — [596, 1900, 646, 1948]
table-cell: 10 — [791, 1920, 827, 1940]
moong-headline-line1: अन्नदाताओं की मूंग की उपज — [264, 1000, 632, 1041]
table-header-cell: सत्यापक निधि — [646, 1733, 702, 1780]
table-cell: K.G. — [547, 1780, 596, 1827]
table-row — [791, 1767, 1508, 1786]
table-row — [791, 1920, 1508, 1940]
tender2-office: कार्यालय वनमण्डल अधिकारी उत्तर (सा.) वनमण्डल बालाघाट मध्य प्रदेश — [885, 1629, 1413, 1653]
dairy-story — [1151, 196, 1519, 975]
tender2-signature-title: वनमण्डलाधिकारी — [1393, 2346, 1474, 2361]
tender-notice-balaghat — [779, 1555, 1519, 2390]
table-cell — [646, 1827, 702, 1853]
table-cell: Nos — [547, 1948, 596, 1974]
lead-headline-line2: विवि के कुलसचिव हटाए — [413, 313, 938, 383]
section-title-block — [655, 16, 935, 168]
tender1-note: ई-निविदा आमंत्रण सूचना में शुद्धिपत्र / परिशिष्ट, यदि कोई हो केवल पोर्टल पर प्रकाशित किया जाएगा, समाचार पत्रों में नहीं। — [197, 2113, 620, 2125]
table-cell: TEX extra — [1412, 1767, 1508, 1786]
masthead-left-story — [160, 20, 639, 168]
table-cell: IS 2720 — [1188, 1940, 1324, 1959]
table-cell: Galvanized Steel Barbed wire type B-4. The barbs shall have four points and shall be formed by twisting two point wires each two turns. Tightly around one line wire. 2.5 mm. point wire 2.0 mm. distance between two barbs 150 mm, conforming to IS - 278-2009 — [225, 1780, 547, 1827]
table-cell: IS 383 — [1188, 1901, 1324, 1920]
table-cell — [646, 1948, 702, 1974]
table-header-cell: अनुमानित मात्रा — [596, 1733, 646, 1780]
school-story — [907, 1463, 1519, 1553]
tender2-table — [791, 1711, 1508, 2016]
